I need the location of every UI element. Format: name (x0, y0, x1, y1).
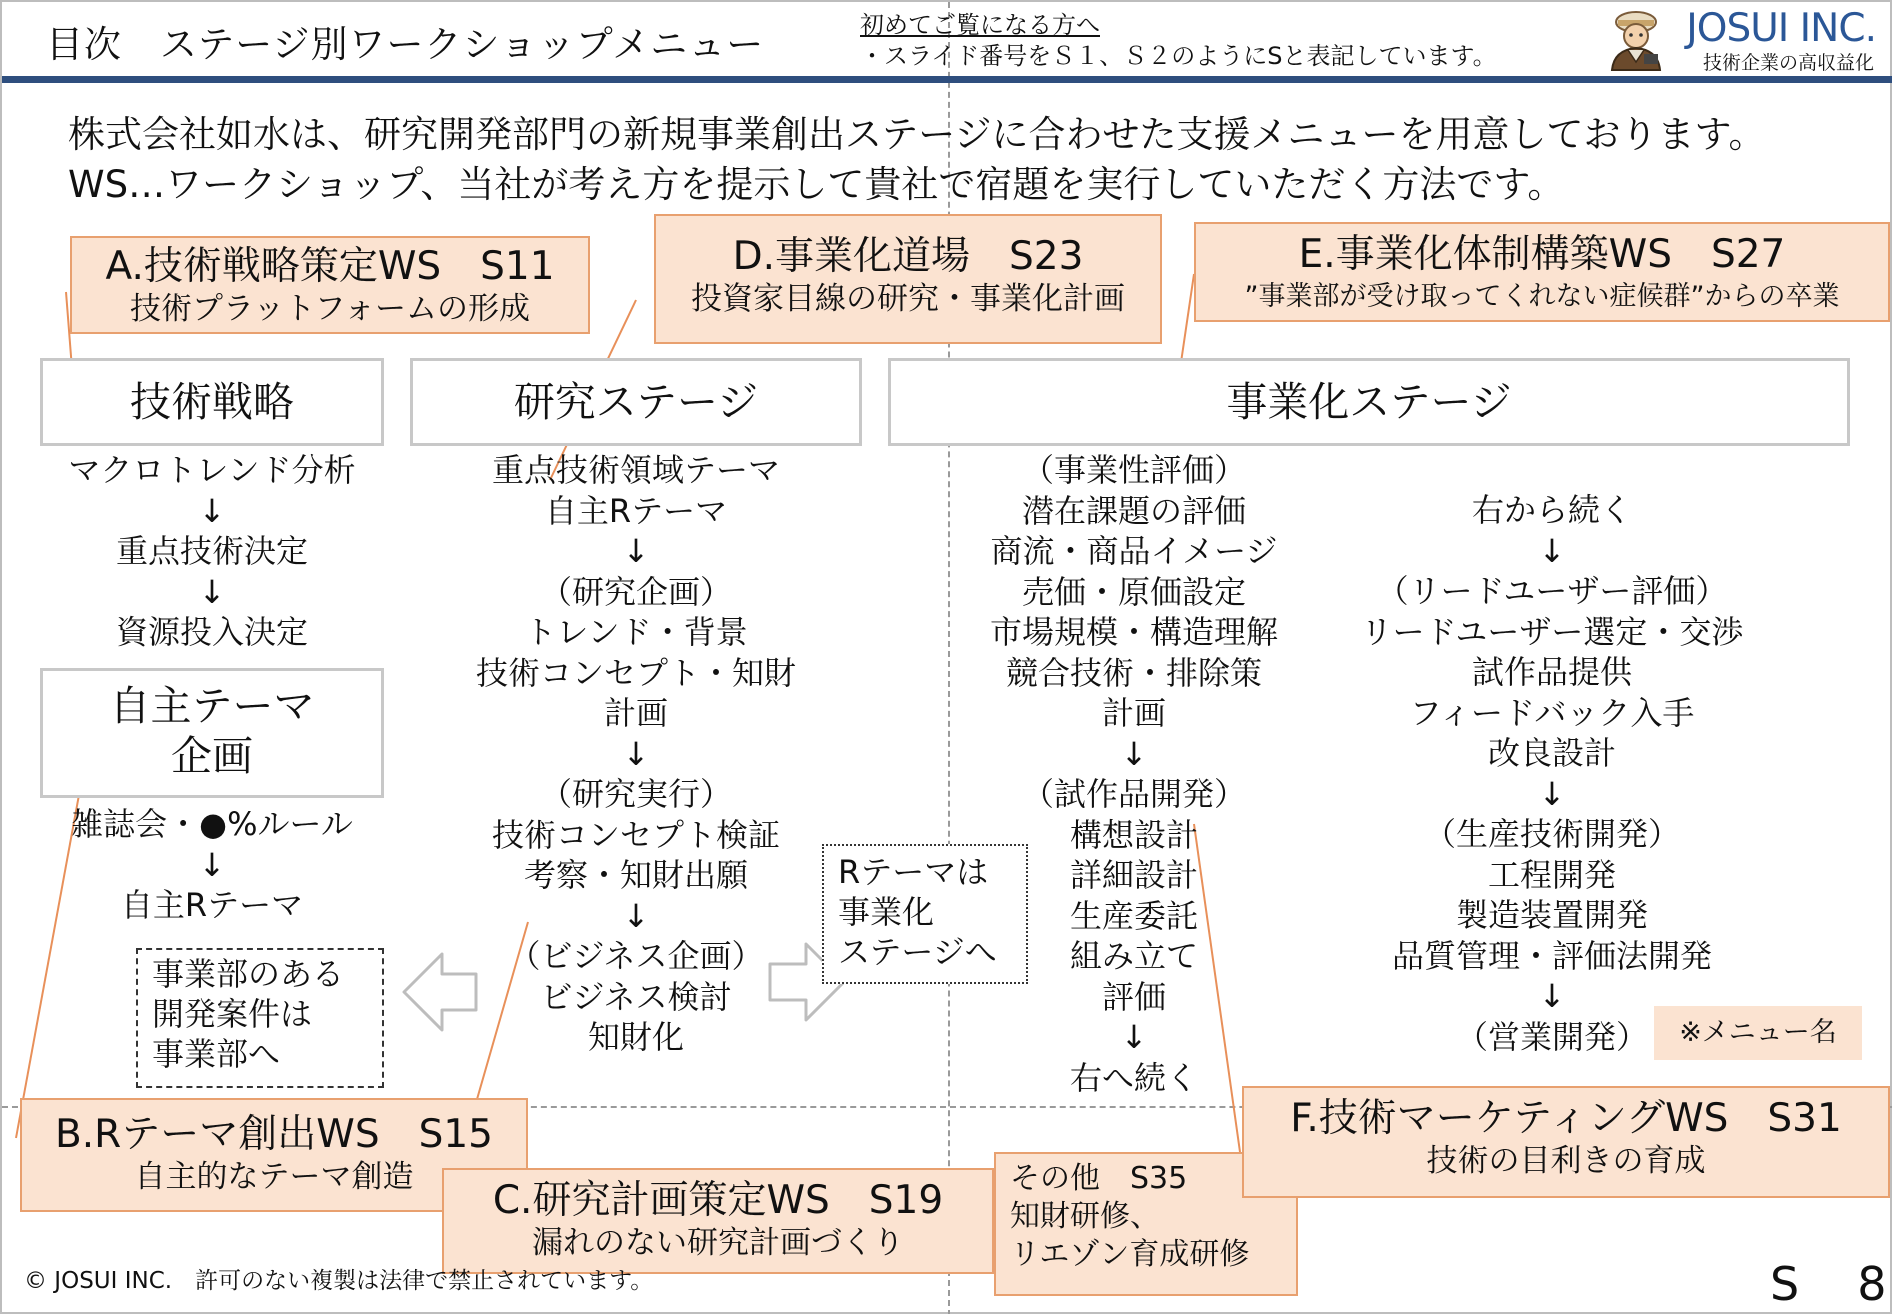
workshop-c-subtitle: 漏れのない研究計画づくり (532, 1225, 904, 1261)
workshop-c-callout[interactable] (442, 1168, 994, 1274)
tech-strategy-steps (42, 450, 382, 653)
workshop-c-title: C.研究計画策定WS S19 (492, 1178, 944, 1223)
stage-own-theme (40, 668, 384, 798)
arrow-down: ↓ (1120, 1018, 1148, 1056)
page-title: 目次 ステージ別ワークショップメニュー (46, 23, 765, 66)
own-theme-line: 自主テーマ (109, 682, 315, 730)
step: 組み立て (1069, 937, 1198, 975)
stage-tech-strategy: 技術戦略 (40, 358, 384, 446)
step: 生産委託 (1069, 896, 1198, 935)
rtheme-note-line: 事業化 (838, 893, 935, 931)
workshop-e-callout[interactable] (1194, 222, 1890, 322)
commercial-right-steps (1338, 490, 1766, 1057)
arrow-down: ↓ (1120, 734, 1148, 773)
workshop-e-subtitle: ”事業部が受け取ってくれない症候群”からの卒業 (1244, 281, 1840, 312)
step: 製造装置開発 (1455, 896, 1648, 934)
company-name: JOSUI INC. (1686, 6, 1876, 51)
research-steps (438, 450, 834, 1058)
workshop-a-callout[interactable] (70, 236, 590, 334)
stage-research: 研究ステージ (410, 358, 862, 446)
commercial-left-steps (964, 450, 1304, 1098)
workshop-a-title: A.技術戦略策定WS S11 (105, 244, 555, 289)
workshop-d-title: D.事業化道場 S23 (732, 234, 1084, 279)
arrow-down: ↓ (198, 491, 226, 530)
intro-line: WS…ワークショップ、当社が考え方を提示して貴社で宿題を実行していただく方法です。 (68, 163, 1565, 206)
division-note-box (136, 948, 384, 1088)
step: 商流・商品イメージ (990, 532, 1278, 570)
step: 知財化 (587, 1018, 684, 1056)
workshop-f-title: F.技術マーケティングWS S31 (1290, 1096, 1842, 1141)
rtheme-note-box (822, 844, 1028, 984)
workshop-other-title: その他 S35 (1010, 1161, 1188, 1196)
step: リードユーザー選定・交渉 (1360, 612, 1744, 651)
arrow-down: ↓ (198, 572, 226, 611)
division-note-line: 開発案件は (152, 995, 313, 1033)
step: 雑誌会・●%ルール (71, 805, 353, 843)
step: 重点技術決定 (115, 532, 308, 570)
menu-name-note: ※メニュー名 (1654, 1006, 1862, 1060)
rtheme-note-line: ステージへ (838, 933, 997, 971)
arrow-down: ↓ (1538, 977, 1566, 1015)
company-tagline: 技術企業の高収益化 (1702, 52, 1874, 74)
step: （事業性評価） (1021, 451, 1246, 489)
rtheme-note-line: Rテーマは (838, 853, 989, 891)
note-body: ・スライド番号をＳ１、Ｓ２のようにSと表記しています。 (860, 42, 1497, 70)
step: （試作品開発） (1021, 775, 1246, 813)
step: 自主Rテーマ (120, 886, 304, 924)
step: フィードバック入手 (1409, 693, 1695, 732)
arrow-down: ↓ (1538, 774, 1566, 813)
step: 工程開発 (1487, 855, 1616, 894)
step: 試作品提供 (1471, 653, 1632, 691)
step: マクロトレンド分析 (68, 451, 356, 489)
step: ビジネス検討 (540, 977, 732, 1016)
copyright-footer: © JOSUI INC. 許可のない複製は法律で禁止されています。 (24, 1268, 654, 1294)
note-heading: 初めてご覧になる方へ (860, 11, 1100, 39)
arrow-down: ↓ (198, 845, 226, 884)
step: 考察・知財出願 (523, 856, 748, 894)
workshop-f-callout[interactable] (1242, 1086, 1890, 1198)
step: 重点技術領域テーマ (491, 451, 780, 489)
step: 市場規模・構造理解 (989, 613, 1278, 651)
workshop-e-title: E.事業化体制構築WS S27 (1298, 232, 1786, 277)
step: トレンド・背景 (524, 613, 748, 651)
step: 自主Rテーマ (544, 491, 728, 530)
step: （生産技術開発） (1423, 815, 1680, 853)
workshop-b-title: B.Rテーマ創出WS S15 (55, 1112, 493, 1157)
step: 計画 (1101, 694, 1166, 732)
step: （研究企画） (539, 572, 732, 611)
step: 構想設計 (1069, 815, 1198, 854)
step: 技術コンセプト検証 (491, 815, 780, 854)
arrow-down: ↓ (622, 896, 650, 935)
step: 技術コンセプト・知財 (475, 653, 796, 692)
step: 評価 (1101, 977, 1166, 1016)
step: 売価・原価設定 (1021, 572, 1246, 611)
step: 計画 (603, 694, 668, 732)
workshop-d-subtitle: 投資家目線の研究・事業化計画 (691, 281, 1125, 317)
workshop-a-subtitle: 技術プラットフォームの形成 (130, 291, 530, 327)
own-theme-line: 企画 (171, 732, 253, 780)
step: 潜在課題の評価 (1021, 491, 1246, 530)
workshop-f-subtitle: 技術の目利きの育成 (1426, 1143, 1706, 1179)
step: 右へ続く (1069, 1058, 1198, 1097)
stage-commercialization: 事業化ステージ (888, 358, 1850, 446)
step: （研究実行） (539, 775, 732, 813)
workshop-d-callout[interactable] (654, 214, 1162, 344)
intro-line: 株式会社如水は、研究開発部門の新規事業創出ステージに合わせた支援メニューを用意しております。 (68, 113, 1766, 156)
step: 競合技術・排除策 (1005, 653, 1262, 692)
workshop-other-line: リエゾン育成研修 (1010, 1237, 1250, 1272)
own-theme-steps (42, 804, 382, 926)
step: 資源投入決定 (115, 613, 308, 651)
slide-number: S 8 (1770, 1257, 1892, 1311)
step: 詳細設計 (1069, 856, 1198, 894)
workshop-b-subtitle: 自主的なテーマ創造 (134, 1159, 414, 1195)
step: 改良設計 (1487, 734, 1616, 772)
arrow-down: ↓ (622, 532, 650, 570)
step: 品質管理・評価法開発 (1391, 936, 1712, 975)
workshop-other-line: 知財研修、 (1010, 1199, 1160, 1234)
division-note-line: 事業部のある (152, 955, 345, 993)
step: （営業開発） (1455, 1017, 1648, 1056)
division-note-line: 事業部へ (152, 1035, 281, 1073)
arrow-down: ↓ (1538, 531, 1566, 570)
step: （ビジネス企画） (508, 937, 764, 975)
step: 右から続く (1471, 491, 1632, 529)
step: （リードユーザー評価） (1376, 572, 1728, 610)
arrow-down: ↓ (622, 734, 650, 773)
